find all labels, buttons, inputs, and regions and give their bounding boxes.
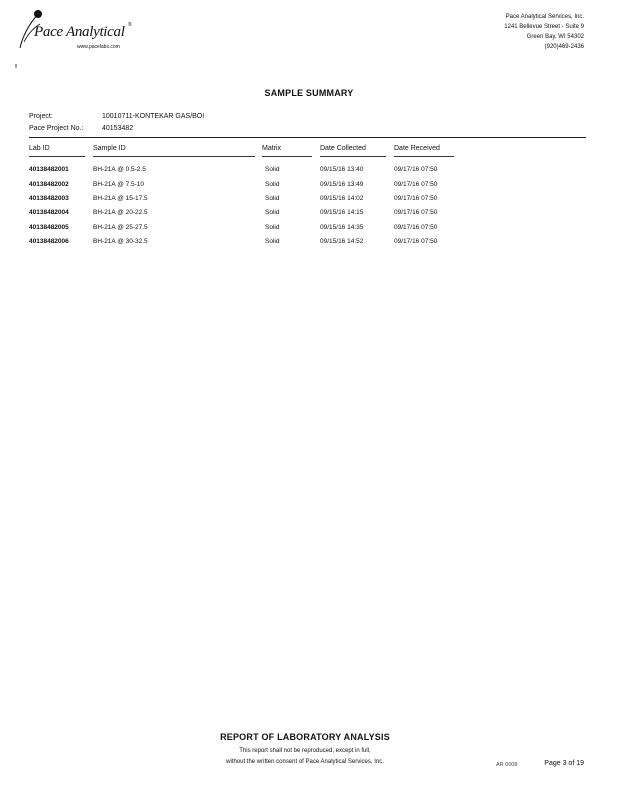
cell-date-collected: 09/15/16 13:40 bbox=[320, 166, 364, 173]
cell-date-received: 09/17/16 07:50 bbox=[394, 224, 438, 231]
cell-matrix: Solid bbox=[265, 209, 280, 216]
header-divider bbox=[29, 137, 586, 138]
footer-note-line1: This report shall not be reproduced, except in full, bbox=[239, 748, 371, 754]
cell-date-received: 09/17/16 07:50 bbox=[394, 181, 438, 188]
table-row bbox=[0, 209, 618, 221]
page-number: Page 3 of 19 bbox=[544, 760, 584, 767]
underline-sample-id bbox=[93, 156, 255, 157]
table-row bbox=[0, 224, 618, 236]
cell-lab-id: 40138482005 bbox=[29, 224, 69, 231]
cell-matrix: Solid bbox=[265, 195, 280, 202]
cell-date-collected: 09/15/16 14:35 bbox=[320, 224, 364, 231]
cell-sample-id: BH-21A @ 7.5-10 bbox=[93, 181, 145, 188]
cell-lab-id: 40138482004 bbox=[29, 209, 69, 216]
cell-date-received: 09/17/16 07:50 bbox=[394, 195, 438, 202]
cell-date-collected: 09/15/16 14:15 bbox=[320, 209, 364, 216]
project-label: Project: bbox=[29, 113, 53, 120]
cell-date-received: 09/17/16 07:50 bbox=[394, 238, 438, 245]
table-row bbox=[0, 195, 618, 207]
project-value: 10010711-KONTEKAR GAS/BOI bbox=[102, 113, 205, 120]
underline-date-received bbox=[394, 156, 454, 157]
pace-project-label: Pace Project No.: bbox=[29, 125, 84, 132]
cell-date-collected: 09/15/16 13:49 bbox=[320, 181, 364, 188]
company-phone: (920)469-2436 bbox=[544, 44, 584, 50]
company-street: 1241 Bellevue Street - Suite 9 bbox=[504, 24, 584, 30]
cell-sample-id: BH-21A @ 15-17.5 bbox=[93, 195, 148, 202]
logo-wordmark: Pace Analytical bbox=[34, 24, 125, 40]
table-row bbox=[0, 181, 618, 193]
cell-sample-id: BH-21A @ 0.5-2.5 bbox=[93, 166, 146, 173]
cell-sample-id: BH-21A @ 30-32.5 bbox=[93, 238, 148, 245]
cell-date-received: 09/17/16 07:50 bbox=[394, 209, 438, 216]
cell-matrix: Solid bbox=[265, 181, 280, 188]
logo-url: www.pacelabs.com bbox=[77, 44, 120, 50]
report-title: REPORT OF LABORATORY ANALYSIS bbox=[220, 732, 390, 742]
underline-date-collected bbox=[320, 156, 386, 157]
document-reference: AR 0008 bbox=[496, 762, 518, 768]
col-sample-id: Sample ID bbox=[93, 145, 126, 152]
cell-matrix: Solid bbox=[265, 166, 280, 173]
cell-matrix: Solid bbox=[265, 238, 280, 245]
cell-matrix: Solid bbox=[265, 224, 280, 231]
company-city: Green Bay, WI 54302 bbox=[526, 34, 584, 40]
col-lab-id: Lab ID bbox=[29, 145, 50, 152]
cell-sample-id: BH-21A @ 20-22.5 bbox=[93, 209, 148, 216]
table-row bbox=[0, 238, 618, 250]
company-address bbox=[504, 12, 584, 52]
page-title: SAMPLE SUMMARY bbox=[264, 88, 354, 98]
col-matrix: Matrix bbox=[262, 145, 282, 152]
company-name: Pace Analytical Services, Inc. bbox=[505, 14, 584, 20]
footer-note-line2: without the written consent of Pace Analytical Services, Inc. bbox=[226, 759, 384, 765]
cell-lab-id: 40138482001 bbox=[29, 166, 69, 173]
cell-sample-id: BH-21A @ 25-27.5 bbox=[93, 224, 148, 231]
underline-matrix bbox=[262, 156, 312, 157]
cell-date-collected: 09/15/16 14:52 bbox=[320, 238, 364, 245]
cell-lab-id: 40138482002 bbox=[29, 181, 69, 188]
table-row bbox=[0, 166, 618, 178]
pace-project-value: 40153482 bbox=[102, 125, 134, 132]
cell-lab-id: 40138482003 bbox=[29, 195, 69, 202]
cell-date-received: 09/17/16 07:50 bbox=[394, 166, 438, 173]
cell-date-collected: 09/15/16 14:02 bbox=[320, 195, 364, 202]
underline-lab-id bbox=[29, 156, 85, 157]
col-date-collected: Date Collected bbox=[320, 145, 366, 152]
logo-trademark: ® bbox=[128, 22, 132, 28]
cell-lab-id: 40138482006 bbox=[29, 238, 69, 245]
col-date-received: Date Received bbox=[394, 145, 440, 152]
